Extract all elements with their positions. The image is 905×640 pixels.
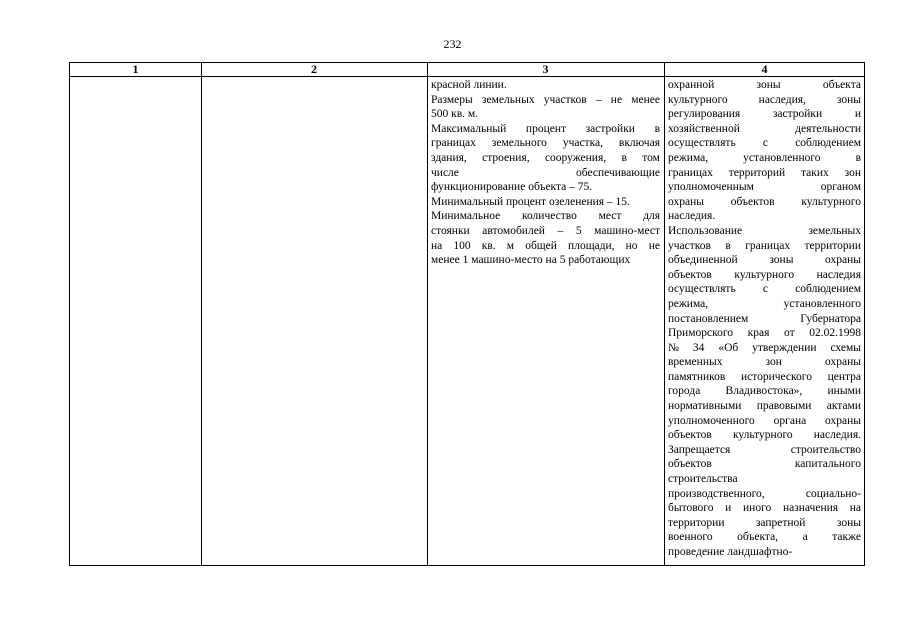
text-line: участков в границах территории	[668, 239, 861, 252]
text-line: бытового и иного назначения на	[668, 502, 861, 515]
text-line: режима, установленного в	[668, 151, 861, 164]
header-divider	[70, 76, 864, 77]
text-line: осуществлять с соблюдением	[668, 137, 861, 150]
column-divider	[664, 63, 665, 565]
column-header-2: 2	[311, 62, 317, 76]
text-line: числе обеспечивающие	[431, 166, 660, 179]
text-line: Использование земельных	[668, 224, 861, 237]
text-line: Приморского края от 02.02.1998	[668, 327, 861, 340]
text-line: производственного, социально-	[668, 487, 861, 500]
text-line: военного объекта, а также	[668, 531, 861, 544]
text-line: Размеры земельных участков – не менее	[431, 93, 660, 106]
text-line: стоянки автомобилей – 5 машино-мест	[431, 224, 660, 237]
text-line: временных зон охраны	[668, 356, 861, 369]
text-line: территории запретной зоны	[668, 516, 861, 529]
text-line: постановлением Губернатора	[668, 312, 861, 325]
text-line: режима, установленного	[668, 297, 861, 310]
text-line: объектов капитального	[668, 458, 861, 471]
text-line: объединенной зоны охраны	[668, 254, 861, 267]
text-line: границах территорий таких зон	[668, 166, 861, 179]
column-divider	[201, 63, 202, 565]
text-line: проведение ландшафтно-	[668, 546, 793, 558]
column-header-1: 1	[132, 62, 139, 76]
text-line: Минимальный процент озеленения – 15.	[431, 195, 630, 208]
text-line: строительства	[668, 473, 738, 486]
text-line: красной линии.	[431, 79, 507, 91]
text-line: уполномоченного органа охраны	[668, 414, 861, 427]
text-line: 500 кв. м.	[431, 108, 479, 121]
text-line: функционирование объекта – 75.	[431, 181, 593, 194]
column-3-cell	[431, 78, 660, 268]
text-line: памятников исторического центра	[668, 370, 861, 383]
text-line: культурного наследия, зоны	[668, 93, 861, 106]
text-line: города Владивостока», иными	[668, 385, 861, 398]
text-line: границах земельного участка, включая	[431, 137, 660, 150]
page-number: 232	[443, 37, 462, 51]
text-line: Запрещается строительство	[668, 443, 861, 456]
column-header-4: 4	[761, 62, 768, 76]
text-line: охранной зоны объекта	[668, 79, 861, 91]
text-line: объектов культурного наследия.	[668, 429, 861, 442]
column-4-cell	[668, 78, 861, 560]
text-line: Максимальный процент застройки в	[431, 122, 660, 135]
regulation-table	[69, 62, 865, 566]
text-line: уполномоченным органом	[668, 181, 861, 194]
column-header-3: 3	[542, 62, 549, 76]
text-line: наследия.	[668, 210, 716, 223]
column-divider	[427, 63, 428, 565]
text-line: охраны объектов культурного	[668, 195, 861, 208]
text-line: здания, строения, сооружения, в том	[431, 151, 660, 164]
text-line: № 34 «Об утверждении схемы	[668, 341, 861, 354]
text-line: регулирования застройки и	[668, 108, 861, 121]
text-line: хозяйственной деятельности	[668, 122, 861, 135]
text-line: менее 1 машино-место на 5 работающих	[431, 254, 631, 267]
text-line: нормативными правовыми актами	[668, 400, 861, 413]
text-line: Минимальное количество мест для	[431, 210, 660, 223]
text-line: осуществлять с соблюдением	[668, 283, 861, 296]
text-line: на 100 кв. м общей площади, но не	[431, 239, 660, 252]
text-line: объектов культурного наследия	[668, 268, 861, 281]
